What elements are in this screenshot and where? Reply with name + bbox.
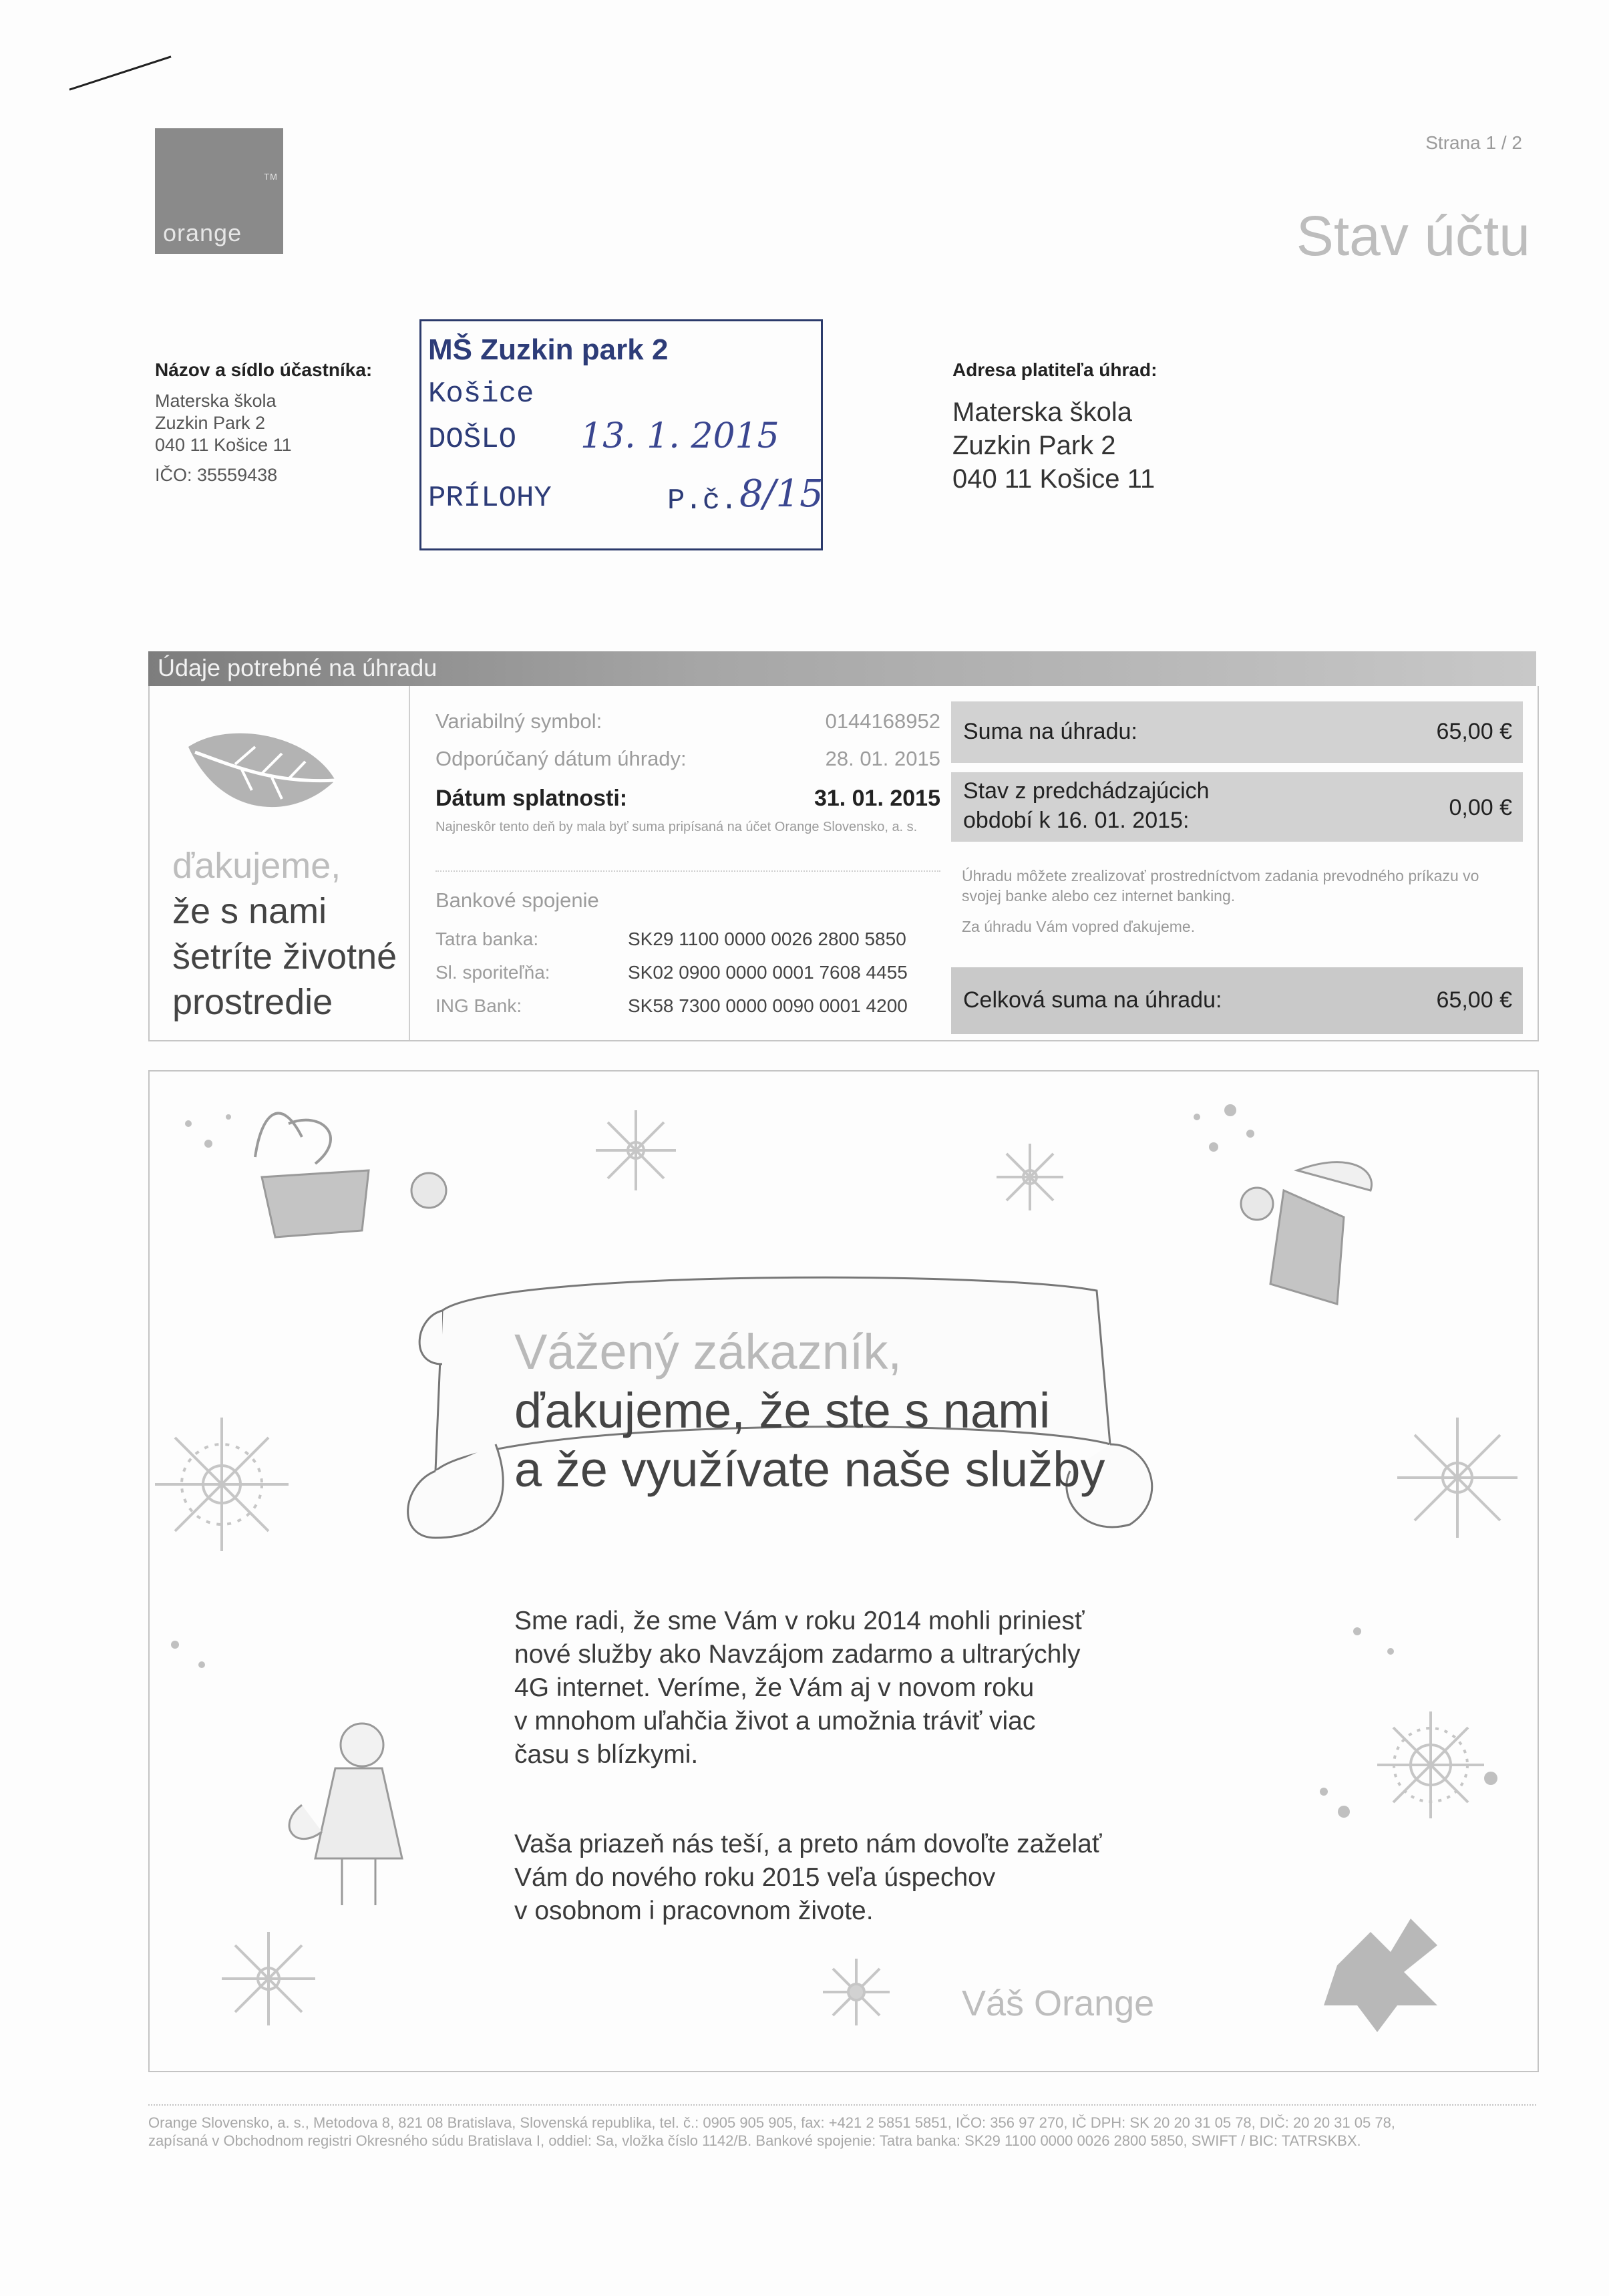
variable-symbol-value: 0144168952 (825, 709, 940, 733)
footer-line: zapísaná v Obchodnom registri Okresného súdu Bratislava I, oddiel: Sa, vložka číslo 1142/B. Bankové spojenie: Tatra banka: SK29 1100 0000 0026 2800 5850, SWIFT / BIC: TATRSKBX. (148, 2132, 1361, 2149)
variable-symbol-label: Variabilný symbol: (435, 709, 602, 733)
paragraph-line: Sme radi, že sme Vám v roku 2014 mohli priniesť (514, 1607, 1085, 1635)
subscriber-line: 040 11 Košice 11 (155, 435, 292, 455)
stamp-line-4-label: PRÍLOHY (428, 482, 552, 515)
bank-iban: SK29 1100 0000 0026 2800 5850 (628, 929, 906, 949)
eco-thanks (172, 843, 397, 1025)
bank-heading: Bankové spojenie (435, 888, 599, 912)
subscriber-line: Zuzkin Park 2 (155, 413, 266, 433)
subscriber-ico: IČO: 35559438 (155, 465, 278, 485)
greeting-line: ďakujeme, že ste s nami (514, 1383, 1051, 1438)
payer-line: Materska škola (952, 397, 1132, 427)
subscriber-line: Materska škola (155, 391, 277, 411)
payer-block (952, 359, 1157, 496)
leaf-icon (175, 720, 349, 834)
eco-thanks-line: šetríte životné (172, 937, 397, 977)
payment-thanks-note: Za úhradu Vám vopred ďakujeme. (962, 918, 1196, 935)
payer-label: Adresa platiteľa úhrad: (952, 359, 1157, 380)
eco-thanks-line: ďakujeme, (172, 846, 341, 886)
due-date-value: 31. 01. 2015 (814, 786, 940, 811)
previous-balance-box (951, 772, 1523, 842)
recommended-date-value: 28. 01. 2015 (825, 747, 940, 770)
previous-balance-label (963, 776, 1210, 835)
bank-iban: SK58 7300 0000 0090 0001 4200 (628, 995, 908, 1016)
amount-due-value: 65,00 € (1436, 719, 1512, 744)
previous-balance-label-line: období k 16. 01. 2015: (963, 808, 1190, 833)
logo-text: orange (163, 219, 242, 247)
total-value: 65,00 € (1436, 987, 1512, 1013)
greeting-heading (514, 1323, 1105, 1499)
recommended-date-label: Odporúčaný dátum úhrady: (435, 747, 687, 770)
signature: Váš Orange (962, 1983, 1155, 2023)
greeting-line: Vážený zákazník, (514, 1324, 902, 1379)
bank-iban: SK02 0900 0000 0001 7608 4455 (628, 962, 908, 983)
divider (409, 686, 410, 1040)
logo-trademark: TM (264, 172, 278, 182)
paragraph-line: Vám do nového roku 2015 veľa úspechov (514, 1863, 996, 1892)
orange-logo (155, 128, 283, 254)
greeting-line: a že využívate naše služby (514, 1442, 1105, 1497)
payment-banner (148, 651, 1536, 686)
document-title: Stav účtu (1296, 204, 1530, 267)
stamp-date-handwritten: 13. 1. 2015 (580, 416, 779, 456)
payment-banner-title: Údaje potrebné na úhradu (158, 654, 437, 681)
subscriber-label: Názov a sídlo účastníka: (155, 359, 373, 380)
paragraph-line: Vaša priazeň nás teší, a preto nám dovoľte zaželať (514, 1830, 1102, 1858)
subscriber-block (155, 359, 372, 486)
paragraph-line: 4G internet. Veríme, že Vám aj v novom roku (514, 1673, 1035, 1702)
paragraph-line: v mnohom uľahčia život a umožnia tráviť viac (514, 1707, 1036, 1736)
payer-line: 040 11 Košice 11 (952, 464, 1155, 494)
payment-note: Úhradu môžete zrealizovať prostredníctvom zadania prevodného príkazu vo svojej banke alebo cez internet banking. (962, 867, 1479, 905)
paragraph-line: času s blízkymi. (514, 1740, 699, 1769)
due-date-label: Dátum splatnosti: (435, 786, 628, 811)
previous-balance-value: 0,00 € (1449, 795, 1512, 820)
footer-divider (148, 2104, 1536, 2107)
footer-line: Orange Slovensko, a. s., Metodova 8, 821 08 Bratislava, Slovenská republika, tel. č.: 0905 905 905, fax: +421 2 5851 5851, IČO: 356 97 270, IČ DPH: SK 20 20 31 05 78, DIČ: 20 20 31 05 78, (148, 2114, 1395, 2131)
payer-line: Zuzkin Park 2 (952, 431, 1116, 460)
bank-name: ING Bank: (435, 995, 522, 1016)
eco-thanks-line: prostredie (172, 982, 333, 1022)
stamp-attachment-handwritten: 8/15 (739, 472, 824, 516)
bank-name: Sl. sporiteľňa: (435, 962, 550, 983)
stamp-line-2: Košice (428, 377, 534, 411)
amount-due-label: Suma na úhradu: (963, 719, 1137, 744)
paragraph-line: nové služby ako Navzájom zadarmo a ultrarýchly (514, 1640, 1081, 1669)
divider (435, 870, 940, 872)
greeting-paragraph-2 (514, 1828, 1101, 1928)
received-stamp (419, 319, 823, 550)
total-label: Celková suma na úhradu: (963, 987, 1222, 1013)
eco-thanks-line: že s nami (172, 891, 327, 931)
amount-due-box (951, 701, 1523, 763)
paragraph-line: v osobnom i pracovnom živote. (514, 1897, 874, 1925)
page-number: Strana 1 / 2 (1425, 132, 1522, 153)
greeting-paragraph-1 (514, 1605, 1084, 1772)
bank-name: Tatra banka: (435, 929, 539, 949)
pen-mark (69, 55, 171, 90)
stamp-line-1: MŠ Zuzkin park 2 (428, 333, 669, 366)
footer (148, 2114, 1536, 2150)
stamp-pc-label: P.č. (667, 484, 738, 518)
due-date-note: Najneskôr tento deň by mala byť suma pripísaná na účet Orange Slovensko, a. s. (435, 820, 918, 834)
stamp-line-3-label: DOŠLO (428, 423, 517, 456)
previous-balance-label-line: Stav z predchádzajúcich (963, 778, 1210, 804)
total-box (951, 967, 1523, 1034)
